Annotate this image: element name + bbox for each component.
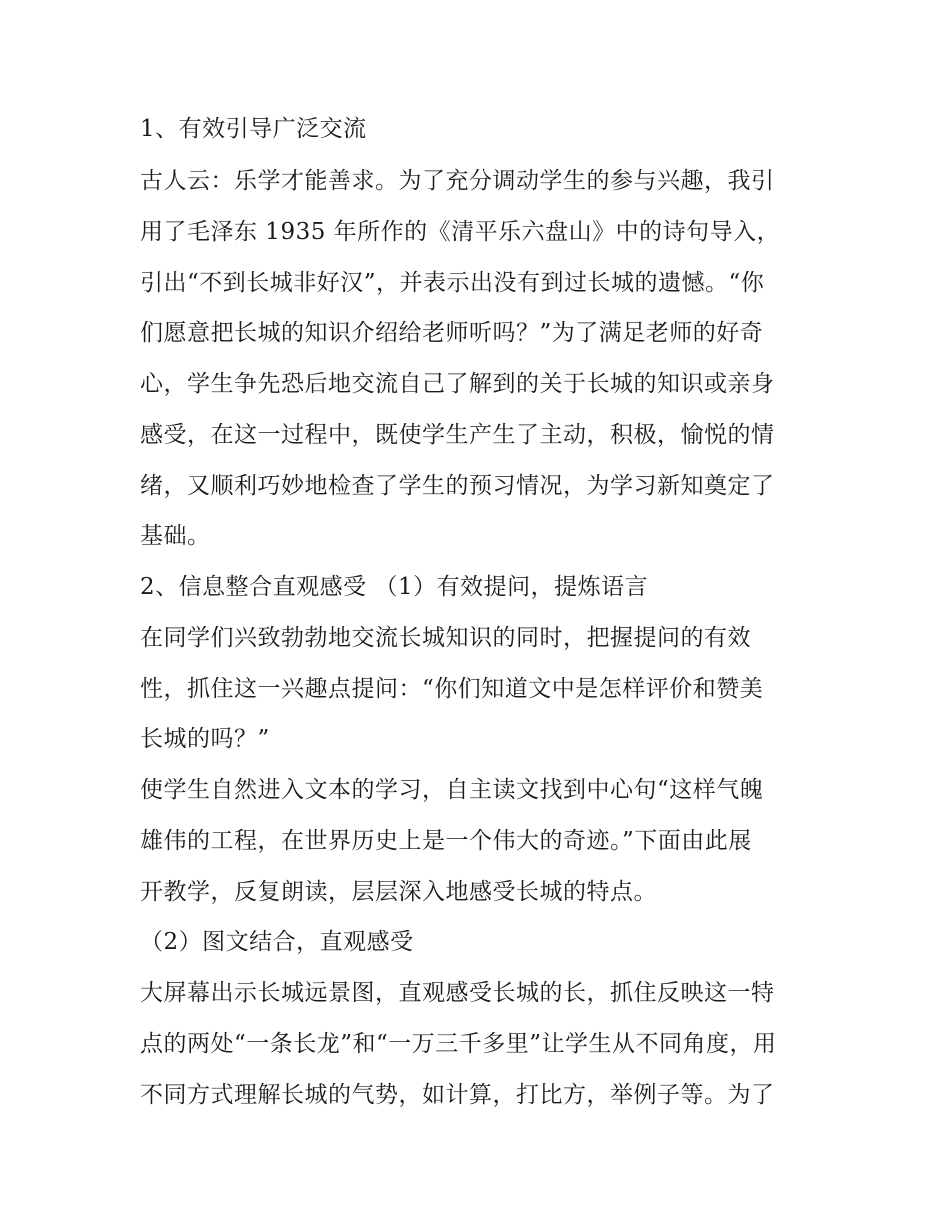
paragraph-line: 开教学，反复朗读，层层深入地感受长城的特点。 bbox=[140, 879, 657, 905]
section-heading-2: 2、信息整合直观感受 （1）有效提问，提炼语言 bbox=[140, 574, 649, 600]
paragraph-line: 雄伟的工程，在世界历史上是一个伟大的奇迹。”下面由此展 bbox=[140, 828, 752, 854]
paragraph-line: 大屏幕出示长城远景图，直观感受长城的长，抓住反映这一特 bbox=[140, 980, 775, 1006]
paragraph-line: 在同学们兴致勃勃地交流长城知识的同时，把握提问的有效 bbox=[140, 625, 751, 651]
paragraph-line: 引出“不到长城非好汉”，并表示出没有到过长城的遗憾。“你 bbox=[140, 270, 765, 296]
paragraph-line: 基础。 bbox=[140, 523, 211, 549]
paragraph-line: 用了毛泽东 1935 年所作的《清平乐六盘山》中的诗句导入， bbox=[140, 219, 781, 245]
paragraph-line: 心，学生争先恐后地交流自己了解到的关于长城的知识或亲身 bbox=[140, 371, 775, 397]
paragraph-line: 性，抓住这一兴趣点提问：“你们知道文中是怎样评价和赞美 bbox=[140, 676, 764, 702]
paragraph-line: 长城的吗？” bbox=[140, 726, 270, 752]
paragraph-line: 使学生自然进入文本的学习，自主读文找到中心句“这样气魄 bbox=[140, 777, 764, 803]
paragraph-line: 们愿意把长城的知识介绍给老师听吗？”为了满足老师的好奇 bbox=[140, 320, 764, 346]
paragraph-line: 绪，又顺利巧妙地检查了学生的预习情况，为学习新知奠定了 bbox=[140, 473, 775, 499]
subsection-heading: （2）图文结合，直观感受 bbox=[140, 929, 414, 955]
section-heading-1: 1、有效引导广泛交流 bbox=[140, 116, 367, 142]
paragraph-line: 感受，在这一过程中，既使学生产生了主动，积极，愉悦的情 bbox=[140, 422, 775, 448]
paragraph-line: 点的两处“一条长龙”和“一万三千多里”让学生从不同角度，用 bbox=[140, 1031, 777, 1057]
paragraph-line: 不同方式理解长城的气势，如计算，打比方，举例子等。为了 bbox=[140, 1082, 775, 1108]
paragraph-line: 古人云：乐学才能善求。为了充分调动学生的参与兴趣，我引 bbox=[140, 168, 775, 194]
